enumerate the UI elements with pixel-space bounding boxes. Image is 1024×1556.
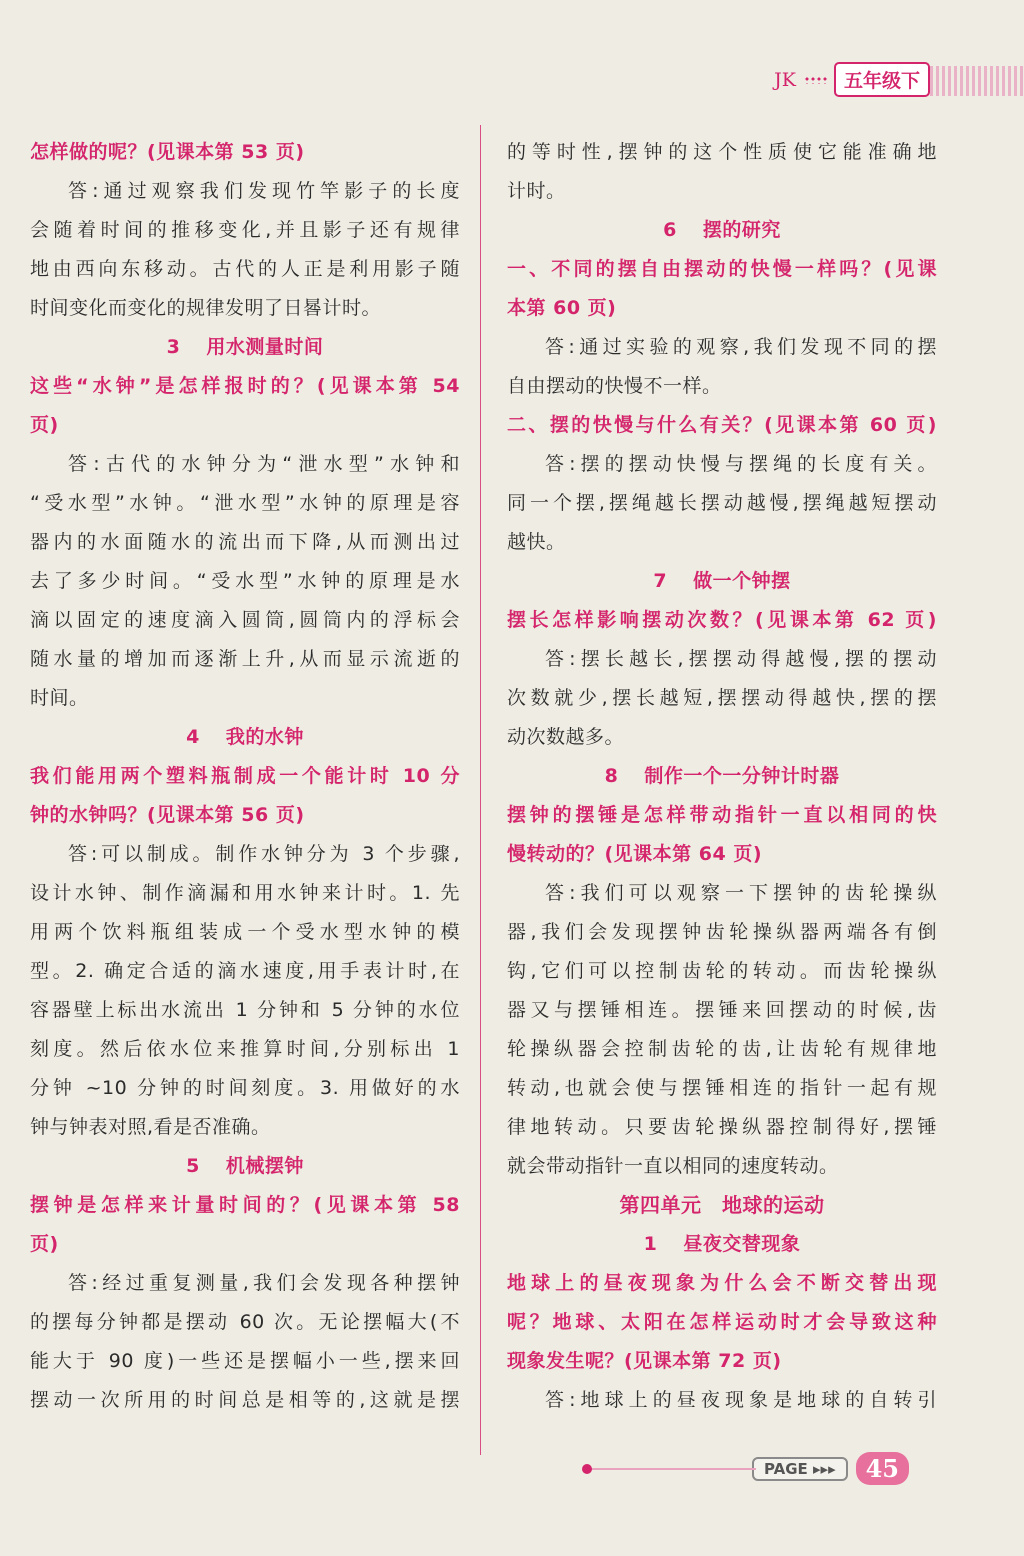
answer-line: 去了多少时间。“受水型”水钟的原理是水 bbox=[30, 570, 460, 592]
answer-line: 同一个摆,摆绳越长摆动越慢,摆绳越短摆动 bbox=[507, 492, 937, 514]
question: 一、不同的摆自由摆动的快慢一样吗？(见课 bbox=[507, 258, 937, 280]
question: 慢转动的？(见课本第 64 页) bbox=[507, 843, 763, 865]
section-number: 4 bbox=[186, 726, 200, 748]
answer-line: 的等时性,摆钟的这个性质使它能准确地 bbox=[507, 141, 937, 163]
section-heading bbox=[30, 718, 460, 757]
question: 页) bbox=[30, 1233, 59, 1255]
answer-line: 钟与钟表对照,看是否准确。 bbox=[30, 1116, 271, 1138]
answer-line: 答:摆的摆动快慢与摆绳的长度有关。 bbox=[545, 453, 937, 475]
answer-line: 次数就少,摆长越短,摆摆动得越快,摆的摆 bbox=[507, 687, 937, 709]
section-number: 8 bbox=[604, 765, 619, 787]
answer-line: 轮操纵器会控制齿轮的齿,让齿轮有规律地 bbox=[507, 1038, 937, 1060]
answer-line: 设计水钟、制作滴漏和用水钟来计时。1. 先 bbox=[30, 882, 460, 904]
question: 摆钟的摆锤是怎样带动指针一直以相同的快 bbox=[507, 804, 937, 826]
section-heading bbox=[507, 211, 937, 250]
header-stripe bbox=[930, 66, 1024, 96]
question: 摆长怎样影响摆动次数？(见课本第 62 页) bbox=[507, 609, 937, 631]
answer-line: 答:我们可以观察一下摆钟的齿轮操纵 bbox=[545, 882, 937, 904]
unit-heading: 第四单元 地球的运动 bbox=[619, 1193, 825, 1217]
answer-line: 能大于 90 度)一些还是摆幅小一些,摆来回 bbox=[30, 1350, 460, 1372]
answer-line: “受水型”水钟。“泄水型”水钟的原理是容 bbox=[30, 492, 460, 514]
section-heading bbox=[507, 1225, 937, 1264]
section-number: 6 bbox=[663, 219, 677, 241]
answer-line: 答:可以制成。制作水钟分为 3 个步骤, bbox=[68, 843, 460, 865]
answer-line: 转动,也就会使与摆锤相连的指针一起有规 bbox=[507, 1077, 937, 1099]
answer-line: 用两个饮料瓶组装成一个受水型水钟的模 bbox=[30, 921, 460, 943]
grade-badge: 五年级下 bbox=[834, 62, 930, 97]
answer-line: 计时。 bbox=[507, 180, 566, 202]
answer-line: 型。2. 确定合适的滴水速度,用手表计时,在 bbox=[30, 960, 460, 982]
section-title: 用水测量时间 bbox=[206, 336, 324, 358]
question: 页) bbox=[30, 414, 59, 436]
section-title: 做一个钟摆 bbox=[693, 570, 791, 592]
page-label: PAGE ▸▸▸ bbox=[752, 1457, 848, 1481]
question: 怎样做的呢？(见课本第 53 页) bbox=[30, 141, 305, 163]
answer-line: 自由摆动的快慢不一样。 bbox=[507, 375, 722, 397]
answer-line: 答:通过实验的观察,我们发现不同的摆 bbox=[545, 336, 937, 358]
answer-line: 动次数越多。 bbox=[507, 726, 625, 748]
answer-line: 随水量的增加而逐渐上升,从而显示流逝的 bbox=[30, 648, 460, 670]
dots-decoration bbox=[804, 76, 828, 84]
answer-line: 器内的水面随水的流出而下降,从而测出过 bbox=[30, 531, 460, 553]
answer-line: 答:地球上的昼夜现象是地球的自转引 bbox=[545, 1389, 937, 1411]
answer-line: 就会带动指针一直以相同的速度转动。 bbox=[507, 1155, 839, 1177]
question: 地球上的昼夜现象为什么会不断交替出现 bbox=[507, 1272, 937, 1294]
answer-line: 刻度。然后依水位来推算时间,分别标出 1 bbox=[30, 1038, 460, 1060]
section-heading bbox=[507, 562, 937, 601]
answer-line: 越快。 bbox=[507, 531, 566, 553]
answer-line: 答:经过重复测量,我们会发现各种摆钟 bbox=[68, 1272, 460, 1294]
answer-line: 滴以固定的速度滴入圆筒,圆筒内的浮标会 bbox=[30, 609, 460, 631]
answer-line: 时间变化而变化的规律发明了日晷计时。 bbox=[30, 297, 382, 319]
question: 本第 60 页) bbox=[507, 297, 617, 319]
footer-decoration bbox=[576, 1459, 746, 1479]
question: 摆钟是怎样来计量时间的？(见课本第 58 bbox=[30, 1194, 460, 1216]
question: 现象发生呢？(见课本第 72 页) bbox=[507, 1350, 782, 1372]
question: 我们能用两个塑料瓶制成一个能计时 10 分 bbox=[30, 765, 460, 787]
section-number: 1 bbox=[643, 1233, 658, 1255]
question: 这些“水钟”是怎样报时的？(见课本第 54 bbox=[30, 375, 460, 397]
answer-line: 器又与摆锤相连。摆锤来回摆动的时候,齿 bbox=[507, 999, 937, 1021]
section-title: 我的水钟 bbox=[225, 726, 304, 748]
answer-line: 律地转动。只要齿轮操纵器控制得好,摆锤 bbox=[507, 1116, 937, 1138]
left-column bbox=[30, 133, 460, 1420]
answer-line: 答:摆长越长,摆摆动得越慢,摆的摆动 bbox=[545, 648, 937, 670]
section-number: 5 bbox=[186, 1155, 200, 1177]
page-number: 45 bbox=[856, 1452, 909, 1485]
section-number: 3 bbox=[166, 336, 181, 358]
section-title: 摆的研究 bbox=[702, 219, 781, 241]
question: 二、摆的快慢与什么有关？(见课本第 60 页) bbox=[507, 414, 937, 436]
section-title: 昼夜交替现象 bbox=[683, 1233, 801, 1255]
section-heading bbox=[30, 328, 460, 367]
section-title: 制作一个一分钟计时器 bbox=[644, 765, 840, 787]
page-footer bbox=[576, 1452, 909, 1485]
page-header bbox=[774, 62, 930, 97]
right-column bbox=[507, 133, 937, 1420]
answer-line: 钩,它们可以控制齿轮的转动。而齿轮操纵 bbox=[507, 960, 937, 982]
answer-line: 的摆每分钟都是摆动 60 次。无论摆幅大(不 bbox=[30, 1311, 460, 1333]
question: 钟的水钟吗？(见课本第 56 页) bbox=[30, 804, 305, 826]
column-divider bbox=[480, 125, 481, 1455]
answer-line: 答:古代的水钟分为“泄水型”水钟和 bbox=[68, 453, 460, 475]
answer-line: 器,我们会发现摆钟齿轮操纵器两端各有倒 bbox=[507, 921, 937, 943]
section-number: 7 bbox=[653, 570, 668, 592]
answer-line: 容器壁上标出水流出 1 分钟和 5 分钟的水位 bbox=[30, 999, 460, 1021]
series-label: JK bbox=[774, 68, 796, 91]
answer-line: 答:通过观察我们发现竹竿影子的长度 bbox=[68, 180, 460, 202]
section-heading bbox=[30, 1147, 460, 1186]
section-title: 机械摆钟 bbox=[225, 1155, 304, 1177]
answer-line: 摆动一次所用的时间总是相等的,这就是摆 bbox=[30, 1389, 460, 1411]
question: 呢？地球、太阳在怎样运动时才会导致这种 bbox=[507, 1311, 937, 1333]
answer-line: 地由西向东移动。古代的人正是利用影子随 bbox=[30, 258, 460, 280]
answer-line: 会随着时间的推移变化,并且影子还有规律 bbox=[30, 219, 460, 241]
answer-line: 时间。 bbox=[30, 687, 89, 709]
section-heading bbox=[507, 757, 937, 796]
answer-line: 分钟 ~10 分钟的时间刻度。3. 用做好的水 bbox=[30, 1077, 460, 1099]
